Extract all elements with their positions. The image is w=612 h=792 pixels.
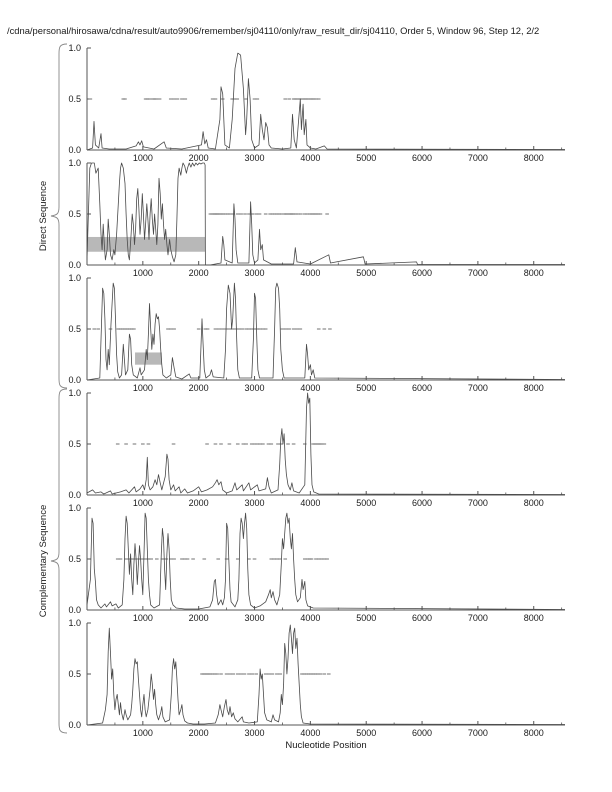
y-tick-label: 1.0 <box>68 158 81 168</box>
x-tick-label: 5000 <box>356 268 377 278</box>
hit-marker <box>258 213 262 214</box>
hit-marker <box>186 558 190 559</box>
hit-marker <box>119 558 123 559</box>
hit-marker <box>124 443 128 444</box>
hit-marker <box>225 673 229 674</box>
hit-marker <box>256 98 260 99</box>
hit-marker <box>323 673 327 674</box>
score-trace <box>87 283 565 380</box>
score-trace <box>87 625 565 725</box>
hit-marker <box>214 443 218 444</box>
hit-marker <box>172 443 176 444</box>
hit-marker <box>244 443 248 444</box>
y-tick-label: 0.0 <box>68 145 81 155</box>
hit-marker <box>217 328 221 329</box>
score-trace <box>87 53 565 150</box>
hit-marker <box>278 673 282 674</box>
hit-marker <box>133 443 137 444</box>
hit-marker <box>228 443 232 444</box>
x-tick-label: 5000 <box>356 728 377 738</box>
hit-marker <box>176 98 180 99</box>
y-tick-label: 0.0 <box>68 720 81 730</box>
y-tick-label: 1.0 <box>68 273 81 283</box>
y-tick-label: 0.5 <box>68 669 81 679</box>
hit-marker <box>96 328 100 329</box>
hit-marker <box>264 673 268 674</box>
x-tick-label: 4000 <box>300 498 321 508</box>
hit-marker <box>253 558 257 559</box>
hit-marker <box>327 673 331 674</box>
hit-marker <box>319 213 323 214</box>
hit-marker <box>219 673 223 674</box>
hit-marker <box>215 673 219 674</box>
hit-marker <box>299 213 303 214</box>
hit-marker <box>299 328 303 329</box>
hit-marker <box>225 558 229 559</box>
x-tick-label: 5000 <box>356 153 377 163</box>
y-tick-label: 1.0 <box>68 43 81 53</box>
y-tick-label: 0.5 <box>68 439 81 449</box>
hit-marker <box>227 328 231 329</box>
hit-marker <box>149 558 153 559</box>
hit-marker <box>92 328 96 329</box>
hit-marker <box>292 443 296 444</box>
hit-marker <box>243 213 247 214</box>
x-tick-label: 6000 <box>412 383 433 393</box>
hit-marker <box>317 328 321 329</box>
x-tick-label: 6000 <box>412 728 433 738</box>
hit-marker <box>158 98 162 99</box>
score-trace <box>87 513 565 609</box>
hit-marker <box>183 98 187 99</box>
hit-marker <box>287 98 291 99</box>
hit-marker <box>202 558 206 559</box>
hit-marker <box>141 443 145 444</box>
y-tick-label: 0.5 <box>68 209 81 219</box>
hit-marker <box>228 213 232 214</box>
hit-marker <box>169 98 173 99</box>
x-tick-label: 4000 <box>300 728 321 738</box>
x-tick-label: 3000 <box>244 383 265 393</box>
chart-panels <box>38 43 565 738</box>
hit-marker <box>286 443 290 444</box>
y-tick-label: 1.0 <box>68 618 81 628</box>
x-axis-label: Nucleotide Position <box>285 740 367 751</box>
hit-marker <box>206 328 210 329</box>
x-tick-label: 7000 <box>467 613 488 623</box>
x-tick-label: 3000 <box>244 268 265 278</box>
hit-marker <box>224 328 228 329</box>
hit-marker <box>205 443 209 444</box>
x-tick-label: 7000 <box>467 268 488 278</box>
x-tick-label: 7000 <box>467 383 488 393</box>
hit-marker <box>197 328 201 329</box>
x-tick-label: 2000 <box>188 728 209 738</box>
x-tick-label: 2000 <box>188 268 209 278</box>
hit-marker <box>264 213 268 214</box>
y-tick-label: 0.0 <box>68 375 81 385</box>
hit-marker <box>228 673 232 674</box>
hit-marker <box>247 673 251 674</box>
hit-marker <box>164 558 168 559</box>
x-tick-label: 3000 <box>244 613 265 623</box>
y-tick-label: 0.5 <box>68 94 81 104</box>
hit-marker <box>295 328 299 329</box>
hit-marker <box>323 328 327 329</box>
group-axis-label: Complementary Sequence <box>38 504 49 618</box>
x-tick-label: 2000 <box>188 153 209 163</box>
hit-marker <box>283 98 287 99</box>
hit-marker <box>271 673 275 674</box>
x-tick-label: 5000 <box>356 383 377 393</box>
hit-marker <box>214 98 218 99</box>
y-tick-label: 0.0 <box>68 605 81 615</box>
hit-marker <box>132 328 136 329</box>
x-tick-label: 2000 <box>188 498 209 508</box>
group-axis-label: Direct Sequence <box>38 180 49 252</box>
x-tick-label: 8000 <box>523 613 544 623</box>
x-tick-label: 4000 <box>300 383 321 393</box>
x-tick-label: 4000 <box>300 268 321 278</box>
hit-marker <box>278 558 282 559</box>
hit-marker <box>169 328 173 329</box>
x-tick-label: 8000 <box>523 498 544 508</box>
hit-marker <box>319 673 323 674</box>
hit-marker <box>191 558 195 559</box>
x-tick-label: 6000 <box>412 153 433 163</box>
x-tick-label: 4000 <box>300 153 321 163</box>
x-tick-label: 3000 <box>244 498 265 508</box>
panel-complementary-3 <box>68 618 565 738</box>
x-tick-label: 6000 <box>412 268 433 278</box>
x-tick-label: 8000 <box>523 268 544 278</box>
hit-marker <box>269 443 273 444</box>
hit-marker <box>328 328 332 329</box>
hit-marker <box>287 328 291 329</box>
x-tick-label: 1000 <box>132 613 153 623</box>
y-tick-label: 0.0 <box>68 490 81 500</box>
x-tick-label: 7000 <box>467 498 488 508</box>
x-tick-label: 6000 <box>412 613 433 623</box>
hit-marker <box>172 558 176 559</box>
x-tick-label: 8000 <box>523 728 544 738</box>
hit-marker <box>325 213 329 214</box>
hit-marker <box>147 443 151 444</box>
y-tick-label: 0.5 <box>68 324 81 334</box>
y-tick-label: 1.0 <box>68 388 81 398</box>
panel-complementary-2 <box>68 503 565 623</box>
x-tick-label: 7000 <box>467 728 488 738</box>
group-brace <box>51 389 67 733</box>
hit-marker <box>325 558 329 559</box>
hit-marker <box>254 673 258 674</box>
hit-marker <box>172 328 176 329</box>
hit-marker <box>180 98 184 99</box>
hit-marker <box>280 213 284 214</box>
x-tick-label: 4000 <box>300 613 321 623</box>
group-complementary-sequence <box>38 389 67 733</box>
hit-marker <box>281 328 285 329</box>
hit-marker <box>236 213 240 214</box>
x-tick-label: 5000 <box>356 613 377 623</box>
x-tick-label: 2000 <box>188 383 209 393</box>
hit-marker <box>172 98 176 99</box>
group-direct-sequence <box>38 44 67 388</box>
hit-marker <box>275 673 279 674</box>
x-tick-label: 1000 <box>132 728 153 738</box>
y-tick-label: 0.0 <box>68 260 81 270</box>
x-tick-label: 8000 <box>523 383 544 393</box>
hit-marker <box>323 443 327 444</box>
hit-marker <box>154 98 158 99</box>
x-tick-label: 8000 <box>523 153 544 163</box>
hit-marker <box>236 443 240 444</box>
x-tick-label: 1000 <box>132 153 153 163</box>
x-tick-label: 7000 <box>467 153 488 163</box>
x-tick-label: 1000 <box>132 383 153 393</box>
x-tick-label: 5000 <box>356 498 377 508</box>
hit-marker <box>155 558 159 559</box>
y-tick-label: 1.0 <box>68 503 81 513</box>
hit-marker <box>310 558 314 559</box>
page-header-path: /cdna/personal/hirosawa/cdna/result/auto9906/remember/sj04110/only/raw_result_dir/sj04110, Order 5, Window 96, Step 12, 2/2 <box>7 25 540 36</box>
hit-marker <box>239 673 243 674</box>
hit-marker <box>317 98 321 99</box>
x-tick-label: 2000 <box>188 613 209 623</box>
hit-marker <box>232 673 236 674</box>
x-tick-label: 6000 <box>412 498 433 508</box>
panel-direct-2 <box>68 158 565 278</box>
hit-marker <box>220 328 224 329</box>
y-tick-label: 0.5 <box>68 554 81 564</box>
hit-marker <box>261 443 265 444</box>
x-tick-label: 3000 <box>244 153 265 163</box>
hit-marker <box>254 213 258 214</box>
hit-marker <box>237 328 241 329</box>
hit-marker <box>219 443 223 444</box>
hit-marker <box>292 328 296 329</box>
hit-marker <box>239 213 243 214</box>
hit-marker <box>123 98 127 99</box>
panel-direct-3 <box>68 273 565 393</box>
hit-marker <box>240 328 244 329</box>
hit-marker <box>283 558 287 559</box>
selection-highlight <box>135 352 162 364</box>
hit-marker <box>116 443 120 444</box>
hit-marker <box>230 328 234 329</box>
hit-marker <box>264 328 268 329</box>
hit-marker <box>216 558 220 559</box>
group-brace <box>51 44 67 388</box>
panel-complementary-1 <box>68 388 565 508</box>
hit-marker <box>236 673 240 674</box>
hit-marker <box>235 98 239 99</box>
hit-marker <box>89 98 93 99</box>
hit-marker <box>250 673 254 674</box>
hit-marker <box>284 328 288 329</box>
x-tick-label: 1000 <box>132 498 153 508</box>
x-tick-label: 1000 <box>132 268 153 278</box>
panel-direct-1 <box>68 43 565 163</box>
hit-marker <box>148 98 152 99</box>
hit-marker <box>267 673 271 674</box>
hit-marker <box>214 328 218 329</box>
hit-marker <box>243 673 247 674</box>
hit-marker <box>276 443 280 444</box>
x-tick-label: 3000 <box>244 728 265 738</box>
